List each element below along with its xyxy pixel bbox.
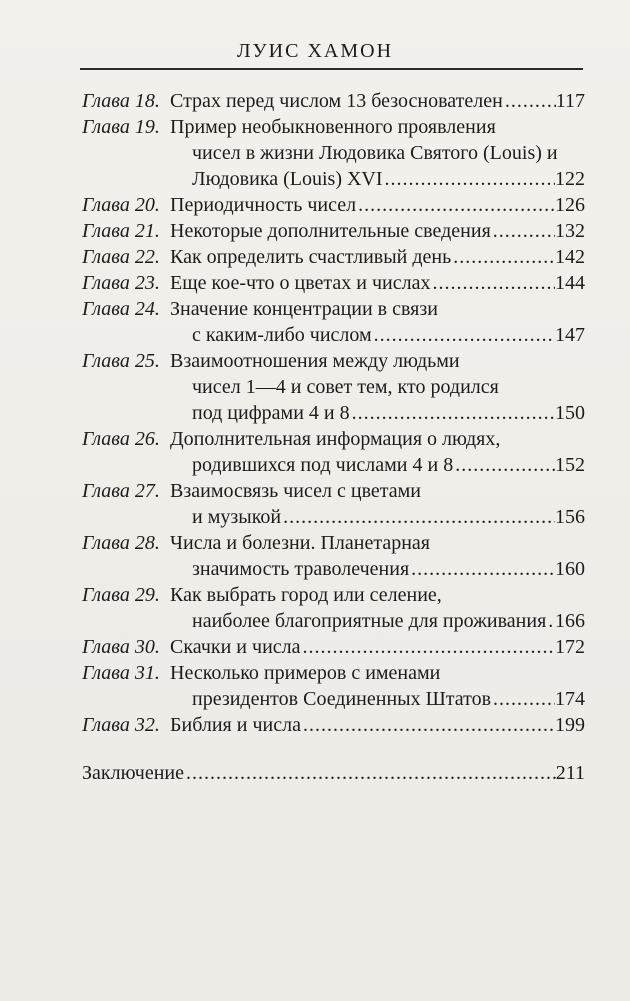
toc-chapter-label: Глава 30. bbox=[82, 636, 160, 658]
toc-page-number: 144 bbox=[555, 272, 585, 294]
toc-chapter-label: Глава 27. bbox=[82, 480, 160, 502]
toc-entry bbox=[82, 218, 585, 244]
toc-entry bbox=[82, 244, 585, 270]
toc-page-number: 122 bbox=[555, 168, 585, 190]
dot-leader bbox=[301, 712, 555, 738]
toc-title-line: Страх перед числом 13 безоснователен bbox=[170, 90, 503, 112]
toc-title-line: президентов Соединенных Штатов bbox=[192, 688, 492, 710]
toc-chapter-label: Глава 26. bbox=[82, 428, 160, 450]
dot-leader bbox=[409, 556, 555, 582]
toc-entry bbox=[82, 426, 585, 478]
toc-title-line: Как выбрать город или селение, bbox=[170, 584, 442, 606]
toc-entry bbox=[82, 88, 585, 114]
toc-title-line: Взаимоотношения между людьми bbox=[170, 350, 460, 372]
toc-page-number: 147 bbox=[555, 324, 585, 346]
toc-title-line: Пример необыкновенного проявления bbox=[170, 116, 496, 138]
toc-entry bbox=[82, 192, 585, 218]
dot-leader bbox=[301, 634, 555, 660]
dot-leader bbox=[356, 192, 555, 218]
toc-chapter-label: Глава 21. bbox=[82, 220, 160, 242]
toc-title-line: Числа и болезни. Планетарная bbox=[170, 532, 430, 554]
toc-title-line: под цифрами 4 и 8 bbox=[192, 402, 350, 424]
toc-entry bbox=[82, 478, 585, 530]
toc-title-line: Библия и числа bbox=[170, 714, 301, 736]
toc-title-line: Дополнительная информация о людях, bbox=[170, 428, 501, 450]
toc-chapter-label: Глава 20. bbox=[82, 194, 160, 216]
dot-leader bbox=[491, 218, 555, 244]
toc-page-number: 156 bbox=[555, 506, 585, 528]
toc-entry bbox=[82, 660, 585, 712]
toc-entry bbox=[82, 114, 585, 192]
toc-title-line: и музыкой bbox=[192, 506, 282, 528]
toc-page-number: 126 bbox=[555, 194, 585, 216]
running-head: ЛУИС ХАМОН bbox=[236, 40, 394, 62]
toc-title-line: Взаимосвязь чисел с цветами bbox=[170, 480, 421, 502]
toc-chapter-label: Глава 32. bbox=[82, 714, 160, 736]
dot-leader bbox=[184, 760, 556, 786]
toc-title-line: значимость траволечения bbox=[192, 558, 410, 580]
toc-title-line: с каким-либо числом bbox=[192, 324, 372, 346]
toc-entry bbox=[82, 270, 585, 296]
toc-page-number: 166 bbox=[555, 610, 585, 632]
conclusion-label: Заключение bbox=[82, 762, 184, 784]
toc-entry bbox=[82, 712, 585, 738]
dot-leader bbox=[350, 400, 555, 426]
toc-entry bbox=[82, 296, 585, 348]
toc-chapter-label: Глава 31. bbox=[82, 662, 160, 684]
toc-page-number: 152 bbox=[555, 454, 585, 476]
dot-leader bbox=[281, 504, 555, 530]
toc-title-line: Несколько примеров с именами bbox=[170, 662, 441, 684]
toc-chapter-label: Глава 28. bbox=[82, 532, 160, 554]
toc-chapter-label: Глава 24. bbox=[82, 298, 160, 320]
toc-title-line: Как определить счастливый день bbox=[170, 246, 452, 268]
dot-leader bbox=[451, 244, 555, 270]
toc-title-line: чисел 1—4 и совет тем, кто родился bbox=[192, 376, 499, 398]
toc-entry bbox=[82, 634, 585, 660]
dot-leader bbox=[383, 166, 555, 192]
dot-leader bbox=[491, 686, 555, 712]
toc-title-line: чисел в жизни Людовика Святого (Louis) и bbox=[192, 142, 558, 164]
toc-page-number: 160 bbox=[555, 558, 585, 580]
dot-leader bbox=[430, 270, 555, 296]
toc-title-line: Людовика (Louis) XVI bbox=[192, 168, 383, 190]
toc-entry bbox=[82, 530, 585, 582]
toc-chapter-label: Глава 19. bbox=[82, 116, 160, 138]
toc-page-number: 199 bbox=[555, 714, 585, 736]
header-rule bbox=[80, 68, 583, 70]
toc-title-line: Еще кое-что о цветах и числах bbox=[170, 272, 431, 294]
toc-chapter-label: Глава 25. bbox=[82, 350, 160, 372]
toc-chapter-label: Глава 18. bbox=[82, 90, 160, 112]
toc-page-number: 150 bbox=[555, 402, 585, 424]
toc-conclusion bbox=[82, 760, 585, 786]
toc-title-line: Скачки и числа bbox=[170, 636, 301, 658]
toc-chapter-label: Глава 29. bbox=[82, 584, 160, 606]
table-of-contents bbox=[82, 88, 585, 786]
toc-page-number: 132 bbox=[555, 220, 585, 242]
conclusion-page-number: 211 bbox=[555, 762, 585, 784]
toc-title-line: Периодичность чисел bbox=[170, 194, 357, 216]
toc-title-line: Некоторые дополнительные сведения bbox=[170, 220, 491, 242]
dot-leader bbox=[453, 452, 555, 478]
toc-title-line: наиболее благоприятные для проживания bbox=[192, 610, 547, 632]
dot-leader bbox=[546, 608, 555, 634]
toc-chapter-label: Глава 23. bbox=[82, 272, 160, 294]
toc-chapter-label: Глава 22. bbox=[82, 246, 160, 268]
toc-page-number: 117 bbox=[555, 90, 585, 112]
toc-entry bbox=[82, 582, 585, 634]
toc-entry bbox=[82, 348, 585, 426]
toc-page-number: 142 bbox=[555, 246, 585, 268]
toc-title-line: родившихся под числами 4 и 8 bbox=[192, 454, 454, 476]
toc-page-number: 174 bbox=[555, 688, 585, 710]
dot-leader bbox=[372, 322, 555, 348]
dot-leader bbox=[503, 88, 556, 114]
spacer bbox=[82, 738, 585, 760]
toc-page-number: 172 bbox=[555, 636, 585, 658]
toc-title-line: Значение концентрации в связи bbox=[170, 298, 438, 320]
